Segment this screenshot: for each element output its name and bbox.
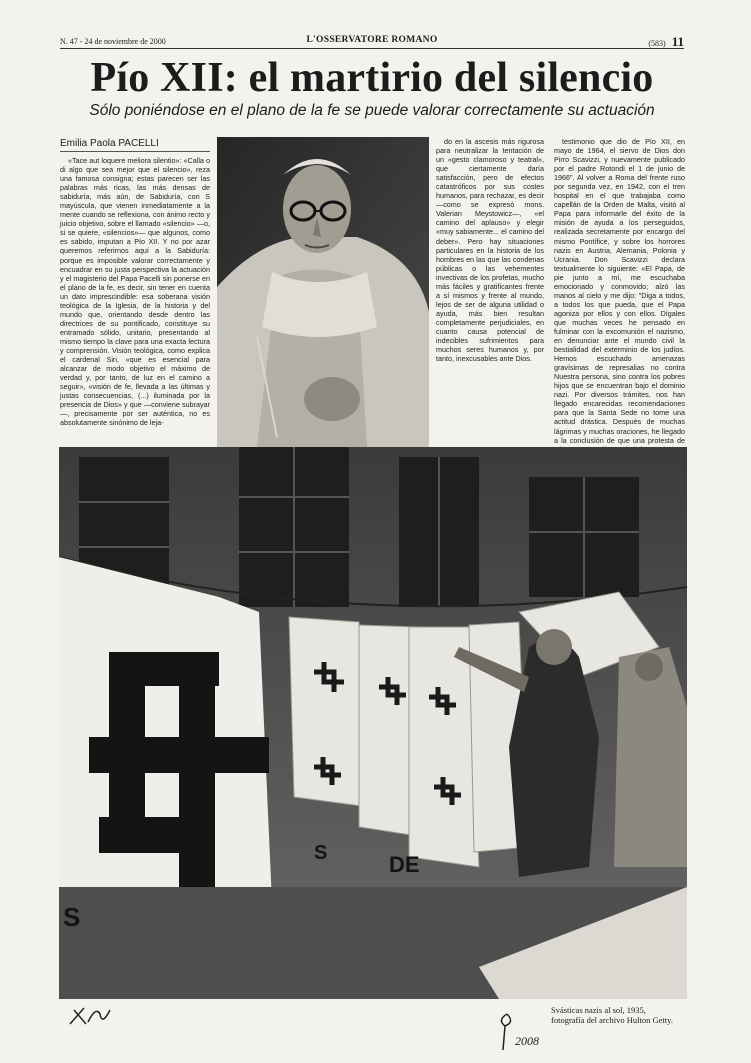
portrait-photo bbox=[217, 137, 429, 447]
artist-monogram bbox=[66, 1002, 116, 1032]
column-3-text: do en la ascesis más rigurosa para neutralizar la tentación de un «gesto clamoroso y teatral», que ciertamente daría satisfacción, pero de efectos catastróficos por sus costes humanos, para rechazar, es decir —como se expresó mons. Valerian Meystowicz—, «el camino del aplauso» y elegir «muy sabiamente... el camino del deber». Pero hay situaciones particulares en la historia de los hombres en las que las condenas públicas o las vehementes invectivas de los profetas, mucho más fáciles y gratificantes frente a sí mismos y frente al mundo, lejos de ser de alguna utilidad o ayuda, más bien resultan completamente perjudiciales, en cuanto causa potencial de indecibles sufrimientos para muchos seres humanos y, por tanto, inexcusables ante Dios. bbox=[436, 137, 544, 364]
byline: Emilia Paola PACELLI bbox=[60, 138, 210, 152]
article-column-4 bbox=[554, 137, 685, 447]
caption-line-1: Svásticas nazis al sol, 1935, bbox=[551, 1005, 646, 1015]
page-number: 11 bbox=[671, 34, 684, 49]
masthead bbox=[60, 34, 684, 49]
column-4-text: testimonio que dio de Pío XII, en mayo de 1964, el siervo de Dios don Pirro Scavizzi, y nuevamente publicado por el padre Rotondi el 1 de junio de 1966". Al volver a Roma del frente ruso por segunda vez, en 1942, con el tren hospital en el que trabajaba como capellán de la Orden de Malta, visitó al Papa para informarle del éxito de la misión de ayuda a los perseguidos, realizada secretamente por encargo del mismo Pontífice, y sobre los horrores nazis en Austria, Alemania, Polonia y Ucrania. Don Scavizzi declara textualmente lo siguiente: «El Papa, de pie junto a mí, me escuchaba emocionado y conmovido; alzó las manos al cielo y me dijo: "Diga a todos, a todos los que pueda, que el Papa agoniza por ellos y con ellos. Dígales que muchas veces he pensado en fulminar con la excomunión el nazismo, en denunciar ante el mundo civil la bestialidad del exterminio de los judíos. Hemos escuchado amenazas gravísimas de represalias no contra Nuestra persona, sino contra los pobres hijos que se encuentran bajo el dominio nazi. Por diversos trámites, nos han llegado encarecidas recomendaciones para que la Santa Sede no tome una actitud drástica. Después de muchas lágrimas y muchas oraciones, he llegado a la conclusión de que una protesta de bbox=[554, 137, 685, 445]
banner-letter-de: DE bbox=[389, 852, 420, 877]
subheadline: Sólo poniéndose en el plano de la fe se puede valorar correctamente su actuación bbox=[89, 102, 655, 119]
signature-year: 2008 bbox=[515, 1034, 539, 1048]
swastika-flags-photo bbox=[59, 447, 687, 999]
headline: Pío XII: el martirio del silencio bbox=[90, 55, 654, 101]
article-column-1 bbox=[60, 156, 210, 448]
photo-caption bbox=[551, 1005, 691, 1025]
issue-date: N. 47 - 24 de noviembre de 2000 bbox=[60, 37, 166, 46]
page-ref: (583) bbox=[648, 39, 666, 48]
banner-letter-s-mid: S bbox=[314, 842, 328, 864]
page-number-block bbox=[648, 34, 684, 50]
column-1-text: «Tace aut loquere meliora silentio»: «Calla o di algo que sea mejor que el silencio», reza una famosa consigna; estas parecen ser las palabras más ricas, las más densas de sabiduría, más aún, de Sabiduría, con S mayúscula, que vienen inmediatamente a la mente cuando se reflexiona, con ánimo recto y juicio objetivo, sobre el llamado «silencio» —o, si se quiere, «silencios»— que algunos, como es sabido, imputan a Pío XII. Y no por azar queremos referirnos aquí a la Sabiduría: porque es imposible valorar correctamente y encuadrar en su justa perspectiva la actuación y el magisterio del Papa Pacelli sin ponerse en el plano de la fe, es decir, sin tener en cuenta un dato imprescindible: esa soberana visión teológica de la Iglesia, de la historia y del mundo que, orientando desde dentro las directrices de su pontificado, constituye su entramado sólido, unitario, presentando al mismo tiempo la clave para una exacta lectura y comprensión. Visión teológica, como explica el cardenal Siri, «que es esencial para alcanzar de modo objetivo el máximo de verdad y, por tanto, de luz en el camino a seguir», «visión de fe, llevada a las últimas y justas consecuencias, (...) iluminada por la presencia de Dios» y que —conviene subrayar—, precisamente por ser auténtica, no es absolutamente sinónimo de leja- bbox=[60, 156, 210, 428]
newspaper-name: L'OSSERVATORE ROMANO bbox=[306, 35, 438, 45]
banner-letter-s-left: S bbox=[63, 902, 81, 932]
caption-line-2: fotografía del archivo Hulton Getty. bbox=[551, 1015, 673, 1025]
article-column-3 bbox=[436, 137, 544, 447]
